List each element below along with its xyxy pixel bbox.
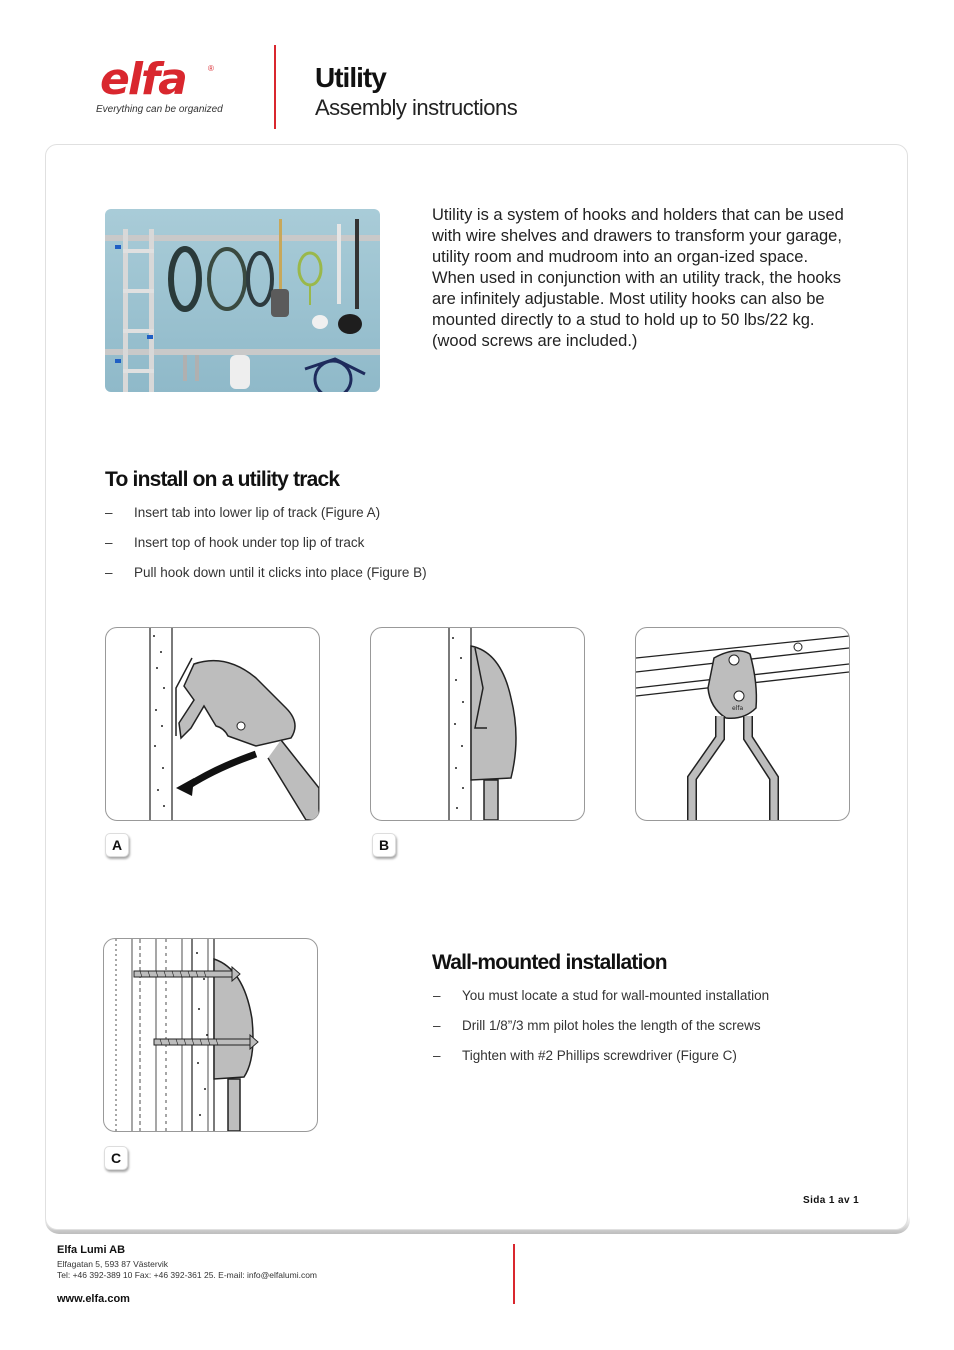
dash-bullet: –: [105, 565, 113, 580]
track-steps-list: [105, 504, 427, 594]
step-text: You must locate a stud for wall-mounted installation: [462, 988, 770, 1003]
figure-b: [370, 627, 585, 821]
step-text: Tighten with #2 Phillips screwdriver (Figure C): [462, 1048, 737, 1063]
figure-a-label: A: [105, 833, 129, 857]
wall-install-heading: Wall-mounted installation: [432, 951, 667, 974]
step-text: Drill 1/8”/3 mm pilot holes the length of the screws: [462, 1018, 761, 1033]
figure-hook-on-track: [635, 627, 850, 821]
list-item: [105, 564, 427, 594]
footer-divider: [513, 1244, 515, 1304]
dash-bullet: –: [433, 1018, 441, 1033]
registered-mark: ®: [208, 64, 214, 73]
list-item: [433, 1047, 769, 1077]
logo-tagline: Everything can be organized: [96, 104, 223, 115]
product-photo: [105, 209, 380, 392]
logo-wordmark: elfa: [100, 54, 186, 105]
step-text: Insert top of hook under top lip of track: [134, 535, 365, 550]
footer-address: Elfagatan 5, 593 87 Västervik: [57, 1259, 169, 1269]
wall-steps-list: [433, 987, 769, 1077]
step-text: Pull hook down until it clicks into place (Figure B): [134, 565, 427, 580]
list-item: [433, 1017, 769, 1047]
step-text: Insert tab into lower lip of track (Figure A): [134, 505, 381, 520]
page-title: Utility: [315, 62, 386, 93]
figure-c-label: C: [104, 1146, 128, 1170]
figure-c: [103, 938, 318, 1132]
figure-a: [105, 627, 320, 821]
dash-bullet: –: [105, 535, 113, 550]
dash-bullet: –: [433, 1048, 441, 1063]
footer-company: Elfa Lumi AB: [57, 1244, 126, 1256]
track-install-heading: To install on a utility track: [105, 468, 340, 491]
header-divider: [274, 45, 276, 129]
footer-contact: Tel: +46 392-389 10 Fax: +46 392-361 25. E-mail: info@elfalumi.com: [57, 1270, 317, 1280]
intro-paragraph: Utility is a system of hooks and holders that can be used with wire shelves and drawers to transform your garage, utility room and mudroom into an organ-ized space. When used in conjunction with an utility track, the hooks are infinitely adjustable. Most utility hooks can also be mounted directly to a stud to hold up to 50 lbs/22 kg. (wood screws are included.): [432, 206, 844, 350]
list-item: [433, 987, 769, 1017]
hook-logo-text: elfa: [732, 705, 744, 712]
footer-website-link[interactable]: www.elfa.com: [57, 1293, 130, 1305]
page-subtitle: Assembly instructions: [315, 95, 518, 120]
figure-b-label: B: [372, 833, 396, 857]
elfa-logo: [96, 54, 231, 120]
dash-bullet: –: [433, 988, 441, 1003]
list-item: [105, 504, 427, 534]
page-number: Sida 1 av 1: [803, 1195, 860, 1206]
dash-bullet: –: [105, 505, 113, 520]
list-item: [105, 534, 427, 564]
